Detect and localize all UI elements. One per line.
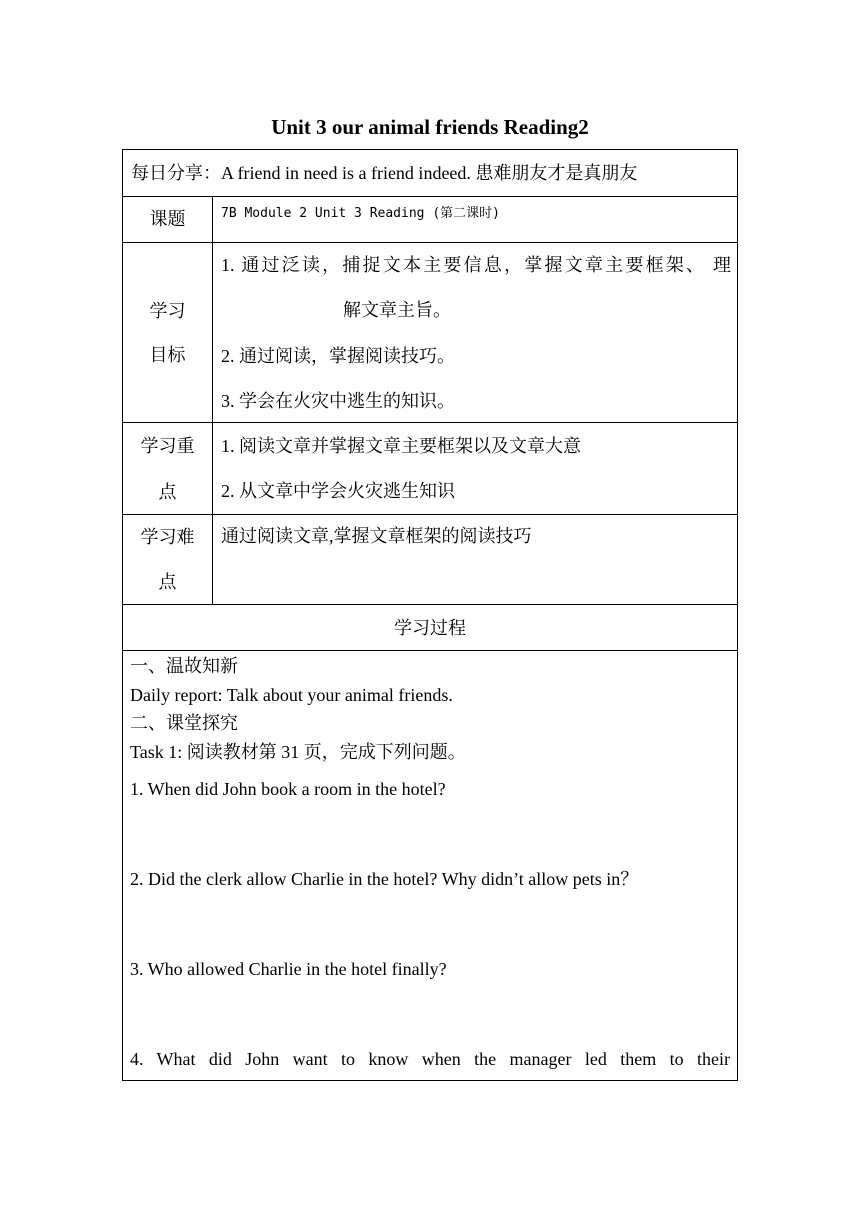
daily-share: 每日分享：A friend in need is a friend indeed. 患难朋友才是真朋友 — [131, 163, 638, 183]
objective-item: 1. 通过泛读，捕捉文本主要信息，掌握文章主要框架、 理 — [221, 255, 731, 275]
question-item: 1. When did John book a room in the hotel? — [130, 779, 446, 799]
task-instruction: Task 1: 阅读教材第 31 页，完成下列问题。 — [130, 742, 466, 762]
row-divider — [123, 196, 737, 197]
row-divider — [123, 650, 737, 651]
question-item: 3. Who allowed Charlie in the hotel finally? — [130, 959, 447, 979]
page-title: Unit 3 our animal friends Reading2 — [271, 115, 589, 139]
objective-item: 2. 通过阅读，掌握阅读技巧。 — [221, 346, 455, 366]
column-divider — [212, 196, 213, 604]
process-header: 学习过程 — [394, 618, 466, 638]
row-divider — [123, 422, 737, 423]
objectives-label: 学习 — [149, 301, 186, 321]
section-heading: 二、课堂探究 — [130, 713, 238, 733]
key-points-label: 点 — [158, 482, 177, 502]
question-item: 4. What did John want to know when the manager led them to their — [130, 1049, 730, 1069]
difficulties-value: 通过阅读文章,掌握文章框架的阅读技巧 — [221, 526, 532, 546]
objectives-label: 目标 — [149, 345, 186, 365]
topic-label: 课题 — [149, 209, 186, 229]
lesson-plan-table — [122, 149, 738, 1081]
key-point-item: 1. 阅读文章并掌握文章主要框架以及文章大意 — [221, 436, 581, 456]
row-divider — [123, 242, 737, 243]
difficulties-label: 点 — [158, 572, 177, 592]
daily-report: Daily report: Talk about your animal friends. — [130, 685, 453, 705]
key-point-item: 2. 从文章中学会火灾逃生知识 — [221, 481, 455, 501]
topic-value: 7B Module 2 Unit 3 Reading (第二课时) — [221, 206, 500, 221]
objective-item: 解文章主旨。 — [343, 300, 451, 320]
section-heading: 一、温故知新 — [130, 656, 238, 676]
row-divider — [123, 604, 737, 605]
objective-item: 3. 学会在火灾中逃生的知识。 — [221, 391, 455, 411]
difficulties-label: 学习难 — [140, 527, 195, 547]
key-points-label: 学习重 — [140, 436, 195, 456]
row-divider — [123, 514, 737, 515]
question-item: 2. Did the clerk allow Charlie in the hotel? Why didn’t allow pets in？ — [130, 869, 639, 889]
